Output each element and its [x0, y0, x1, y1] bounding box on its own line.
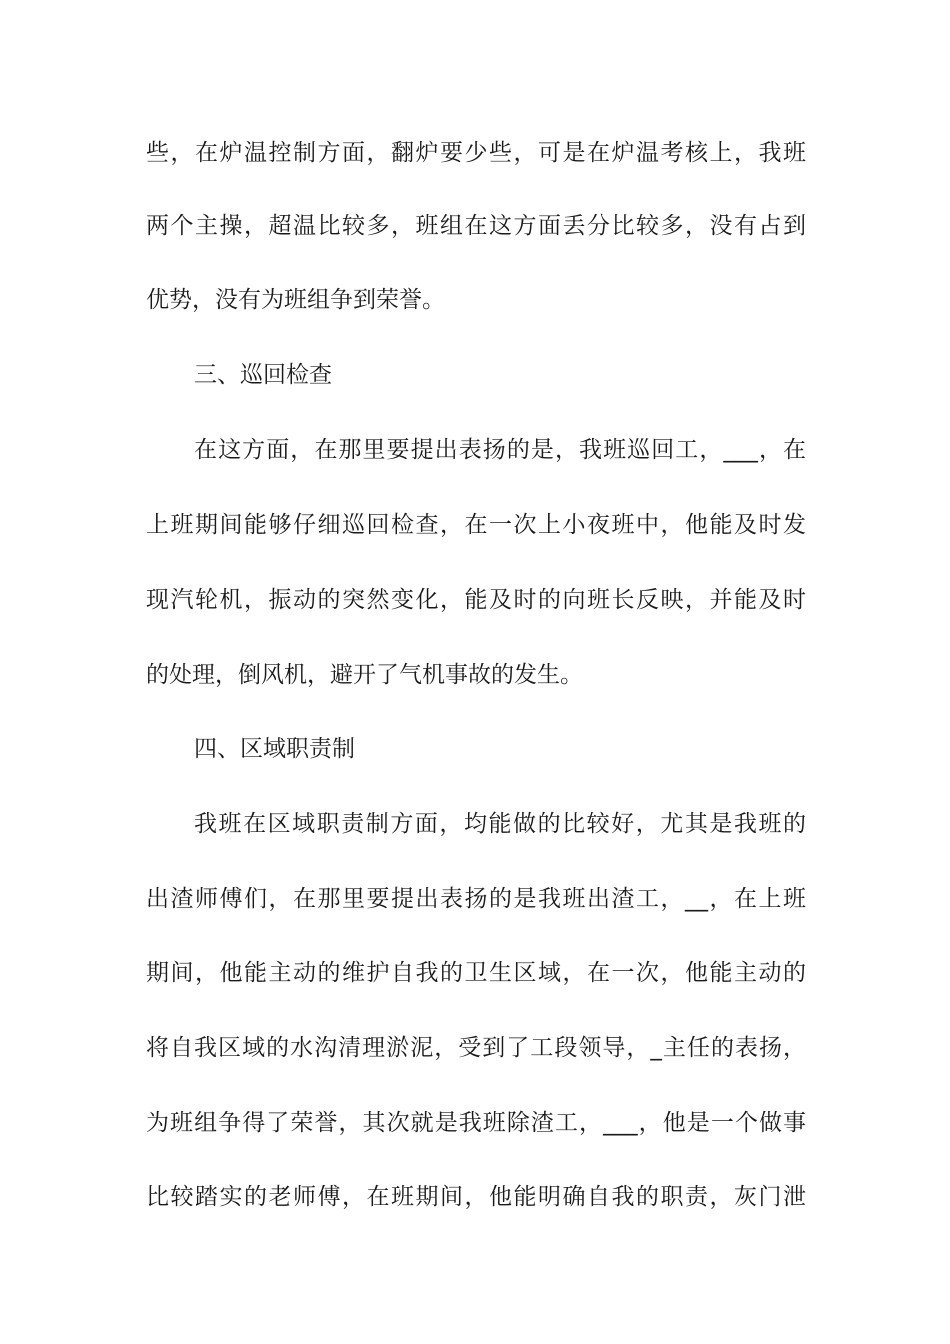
text-line-13: 将自我区域的水沟清理淤泥，受到了工段领导，_主任的表扬，	[146, 1035, 806, 1061]
text-line-5: 在这方面，在那里要提出表扬的是，我班巡回工，___，在	[194, 437, 806, 463]
text-line-3: 优势，没有为班组争到荣誉。	[146, 287, 445, 313]
section-heading-responsibility: 四、区域职责制	[194, 736, 355, 762]
text-line-10: 我班在区域职责制方面，均能做的比较好，尤其是我班的	[194, 811, 806, 837]
text-line-7: 现汽轮机，振动的突然变化，能及时的向班长反映，并能及时	[146, 587, 806, 613]
text-line-1: 些，在炉温控制方面，翻炉要少些，可是在炉温考核上，我班	[146, 140, 806, 166]
text-line-15: 比较踏实的老师傅，在班期间，他能明确自我的职责，灰门泄	[146, 1184, 806, 1210]
text-line-12: 期间，他能主动的维护自我的卫生区域，在一次，他能主动的	[146, 960, 806, 986]
text-line-14: 为班组争得了荣誉，其次就是我班除渣工，___，他是一个做事	[146, 1110, 806, 1136]
text-line-8: 的处理，倒风机，避开了气机事故的发生。	[146, 662, 583, 688]
text-line-6: 上班期间能够仔细巡回检查，在一次上小夜班中，他能及时发	[146, 512, 806, 538]
section-heading-inspection: 三、巡回检查	[194, 362, 332, 388]
text-line-2: 两个主操，超温比较多，班组在这方面丢分比较多，没有占到	[146, 213, 806, 239]
text-line-11: 出渣师傅们，在那里要提出表扬的是我班出渣工，__，在上班	[146, 886, 806, 912]
